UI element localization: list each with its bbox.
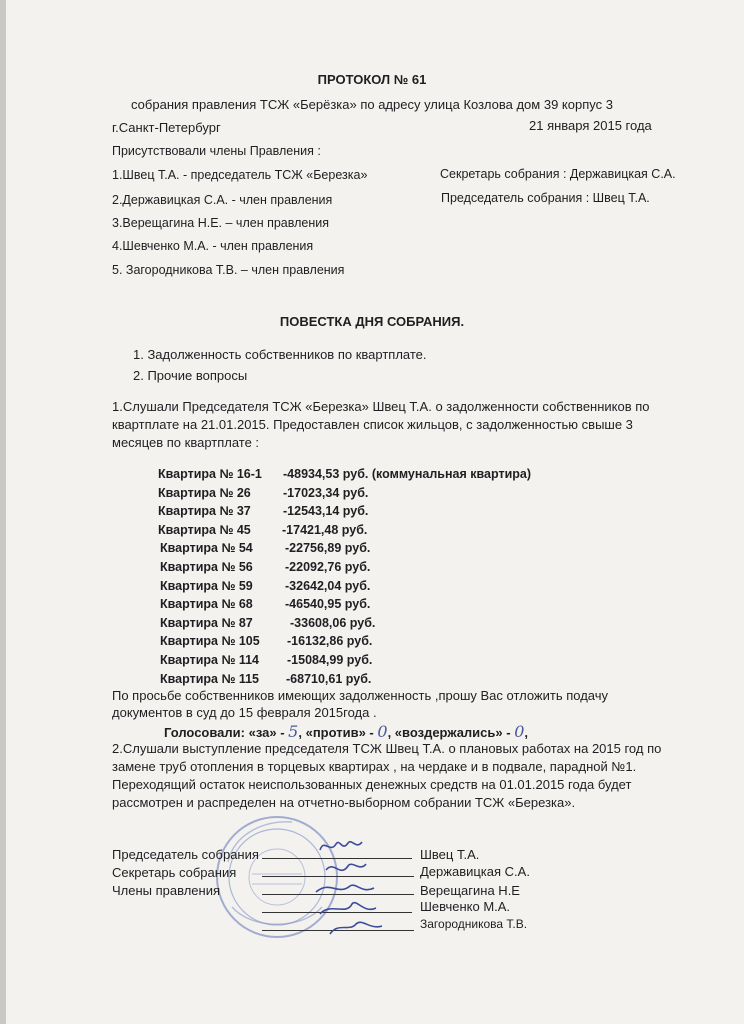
- sig-name-1: Швец Т.А.: [420, 847, 480, 862]
- request-line-1: По просьбе собственников имеющих задолженность ,прошу Вас отложить подачу: [112, 688, 609, 703]
- city: г.Санкт-Петербург: [112, 120, 221, 135]
- debtor-apartment: Квартира № 59: [160, 578, 253, 593]
- debtor-row: [0, 616, 744, 632]
- debtor-apartment: Квартира № 45: [158, 522, 251, 537]
- debtor-row: [0, 672, 744, 688]
- member-5: 5. Загородникова Т.В. – член правления: [112, 263, 345, 277]
- debtor-apartment: Квартира № 105: [160, 634, 260, 649]
- agenda-title: ПОВЕСТКА ДНЯ СОБРАНИЯ.: [279, 314, 465, 329]
- item1-line-1: 1.Слушали Председателя ТСЖ «Березка» Швец Т.А. о задолженности собственников по: [112, 399, 650, 414]
- debtor-apartment: Квартира № 87: [160, 615, 253, 630]
- debtor-amount: -17421,48 руб.: [282, 522, 368, 537]
- meeting-chair: Председатель собрания : Швец Т.А.: [441, 191, 650, 205]
- member-4: 4.Шевченко М.А. - член правления: [112, 239, 314, 253]
- debtor-row: [0, 504, 744, 520]
- debtor-amount: -22756,89 руб.: [285, 541, 371, 556]
- debtor-apartment: Квартира № 115: [160, 671, 260, 686]
- vote-label: Голосовали:: [164, 725, 245, 740]
- document-subtitle: собрания правления ТСЖ «Берёзка» по адресу улица Козлова дом 39 корпус 3: [131, 97, 613, 112]
- debtor-amount: -68710,61 руб.: [286, 671, 372, 686]
- member-3: 3.Верещагина Н.Е. – член правления: [112, 216, 329, 230]
- sig-chair-label: Председатель собрания: [112, 847, 259, 862]
- debtor-apartment: Квартира № 54: [160, 541, 253, 556]
- debtor-amount: -12543,14 руб.: [283, 504, 369, 519]
- debtor-row: [0, 560, 744, 576]
- debtor-row: [0, 467, 744, 483]
- agenda-item-1: 1. Задолженность собственников по квартплате.: [133, 347, 427, 362]
- sig-name-2: Державицкая С.А.: [420, 864, 530, 879]
- item2-line-4: рассмотрен и распределен на отчетно-выборном собрании ТСЖ «Березка».: [112, 795, 576, 810]
- vote-for-label: «за» -: [248, 725, 285, 740]
- debtor-row: [0, 653, 744, 669]
- vote-against-label: , «против» -: [298, 725, 374, 740]
- debtor-apartment: Квартира № 37: [158, 504, 251, 519]
- item2-line-2: замене труб отопления в торцевых квартирах , на чердаке и в подвале, парадной №1.: [112, 759, 637, 774]
- debtor-amount: -22092,76 руб.: [285, 560, 371, 574]
- attendance-intro: Присутствовали члены Правления :: [112, 144, 321, 158]
- vote-end: ,: [524, 725, 529, 740]
- debtor-row: [0, 634, 744, 650]
- debtor-amount: -32642,04 руб.: [285, 578, 371, 593]
- debtor-amount: -48934,53 руб. (коммунальная квартира): [283, 467, 532, 481]
- debtor-apartment: Квартира № 68: [160, 597, 253, 612]
- vote-for-value: 5: [288, 722, 299, 741]
- debtor-amount: -33608,06 руб.: [290, 615, 376, 630]
- date: 21 января 2015 года: [529, 118, 652, 133]
- vote-abstain-label: , «воздержались» -: [387, 725, 511, 740]
- debtor-amount: -16132,86 руб.: [287, 634, 373, 649]
- debtor-apartment: Квартира № 26: [158, 485, 251, 500]
- sig-members-label: Члены правления: [112, 883, 221, 898]
- meeting-secretary: Секретарь собрания : Державицкая С.А.: [440, 167, 676, 181]
- debtor-amount: -17023,34 руб.: [283, 485, 369, 500]
- vote-against-value: 0: [377, 722, 388, 741]
- item2-line-1: 2.Слушали выступление председателя ТСЖ Швец Т.А. о плановых работах на 2015 год по: [112, 741, 662, 756]
- vote-line: [164, 722, 528, 741]
- debtor-row: [0, 597, 744, 613]
- document-title: ПРОТОКОЛ № 61: [317, 72, 427, 87]
- vote-abstain-value: 0: [514, 722, 525, 741]
- debtor-row: [0, 523, 744, 539]
- request-line-2: документов в суд до 15 февраля 2015года .: [112, 705, 377, 720]
- debtor-amount: -46540,95 руб.: [285, 597, 371, 612]
- sig-name-4: Шевченко М.А.: [420, 899, 511, 914]
- item1-line-2: квартплате на 21.01.2015. Предоставлен список жильцов, с задолженностью свыше 3: [112, 417, 633, 432]
- agenda-item-2: 2. Прочие вопросы: [133, 368, 248, 383]
- debtor-row: [0, 541, 744, 557]
- debtor-apartment: Квартира № 16-1: [158, 467, 262, 481]
- signature-scribbles: [290, 834, 410, 944]
- debtor-apartment: Квартира № 56: [160, 560, 253, 574]
- debtor-apartment: Квартира № 114: [160, 653, 260, 667]
- item1-line-3: месяцев по квартплате :: [112, 435, 260, 450]
- sig-secretary-label: Секретарь собрания: [112, 865, 237, 880]
- sig-name-5: Загородникова Т.В.: [420, 917, 528, 931]
- debtor-amount: -15084,99 руб.: [287, 653, 373, 667]
- debtor-row: [0, 579, 744, 595]
- debtor-row: [0, 486, 744, 502]
- member-2: 2.Державицкая С.А. - член правления: [112, 193, 333, 207]
- sig-name-3: Верещагина Н.Е: [420, 883, 520, 898]
- member-1: 1.Швец Т.А. - председатель ТСЖ «Березка»: [112, 168, 368, 182]
- item2-line-3: Переходящий остаток неиспользованных денежных средств на 01.01.2015 года будет: [112, 777, 632, 792]
